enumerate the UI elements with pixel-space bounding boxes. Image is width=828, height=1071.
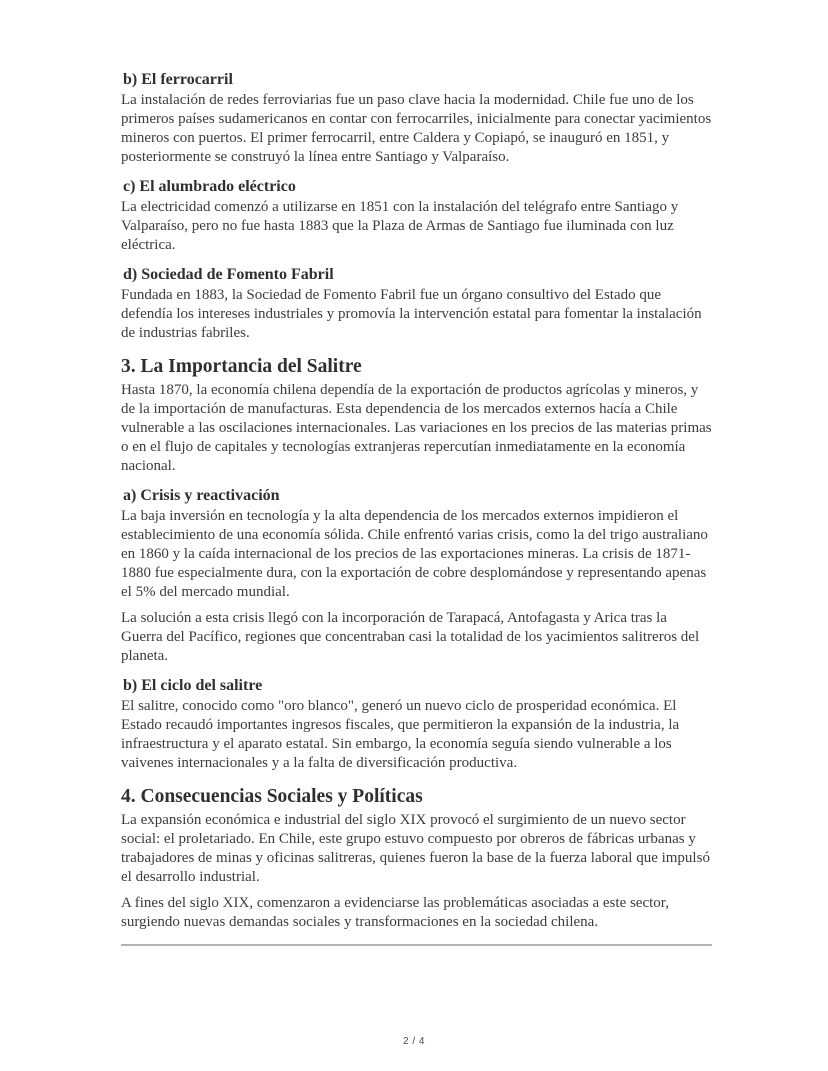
paragraph: A fines del siglo XIX, comenzaron a evidenciarse las problemáticas asociadas a este sector, surgiendo nuevas demandas sociales y transformaciones en la sociedad chilena. (121, 895, 669, 930)
page-number: 2 / 4 (403, 1036, 425, 1047)
document-content (121, 70, 712, 946)
paragraph: Fundada en 1883, la Sociedad de Fomento Fabril fue un órgano consultivo del Estado que defendía los intereses industriales y promovía la intervención estatal para fomentar la instalación de industrias fabriles. (121, 287, 702, 341)
paragraph: La baja inversión en tecnología y la alta dependencia de los mercados externos impidieron el establecimiento de una economía sólida. Chile enfrentó varias crisis, como la del trigo australiano en 1860 y la caída internacional de los precios de las exportaciones mineras. La crisis de 1871-1880 fue especialmente dura, con la exportación de cobre desplomándose y representando apenas el 5% del mercado mundial. (121, 508, 708, 600)
subsection-heading-alumbrado: c) El alumbrado eléctrico (123, 178, 296, 195)
paragraph: La instalación de redes ferroviarias fue un paso clave hacia la modernidad. Chile fue uno de los primeros países sudamericanos en contar con ferrocarriles, inicialmente para conectar yacimientos mineros con puertos. El primer ferrocarril, entre Caldera y Copiapó, se inauguró en 1851, y posteriormente se construyó la línea entre Santiago y Valparaíso. (121, 92, 712, 165)
page-divider (121, 944, 712, 946)
paragraph: Hasta 1870, la economía chilena dependía de la exportación de productos agrícolas y mineros, y de la importación de manufacturas. Esta dependencia de los mercados externos hacía a Chile vulnerable a las oscilaciones internacionales. Las variaciones en los precios de las materias primas o en el flujo de capitales y tecnologías extranjeras repercutían inmediatamente en la economía nacional. (121, 382, 712, 474)
paragraph: La solución a esta crisis llegó con la incorporación de Tarapacá, Antofagasta y Arica tras la Guerra del Pacífico, regiones que concentraban casi la totalidad de los yacimientos salitreros del planeta. (121, 610, 700, 664)
section-heading-salitre: 3. La Importancia del Salitre (121, 356, 362, 377)
subsection-heading-ciclo-salitre: b) El ciclo del salitre (123, 677, 263, 694)
paragraph: La electricidad comenzó a utilizarse en 1851 con la instalación del telégrafo entre Santiago y Valparaíso, pero no fue hasta 1883 que la Plaza de Armas de Santiago fue iluminada con luz eléctrica. (121, 199, 679, 253)
paragraph: El salitre, conocido como "oro blanco", generó un nuevo ciclo de prosperidad económica. El Estado recaudó importantes ingresos fiscales, que permitieron la expansión de la industria, la infraestructura y el aparato estatal. Sin embargo, la economía seguía siendo vulnerable a los vaivenes internacionales y a la falta de diversificación productiva. (121, 698, 680, 771)
subsection-heading-fomento-fabril: d) Sociedad de Fomento Fabril (123, 266, 334, 283)
subsection-heading-ferrocarril: b) El ferrocarril (123, 71, 233, 88)
section-heading-consecuencias: 4. Consecuencias Sociales y Políticas (121, 786, 423, 807)
paragraph: La expansión económica e industrial del siglo XIX provocó el surgimiento de un nuevo sector social: el proletariado. En Chile, este grupo estuvo compuesto por obreros de fábricas urbanas y trabajadores de minas y oficinas salitreras, quienes fueron la base de la fuerza laboral que impulsó el desarrollo industrial. (121, 812, 710, 885)
subsection-heading-crisis: a) Crisis y reactivación (123, 487, 280, 504)
